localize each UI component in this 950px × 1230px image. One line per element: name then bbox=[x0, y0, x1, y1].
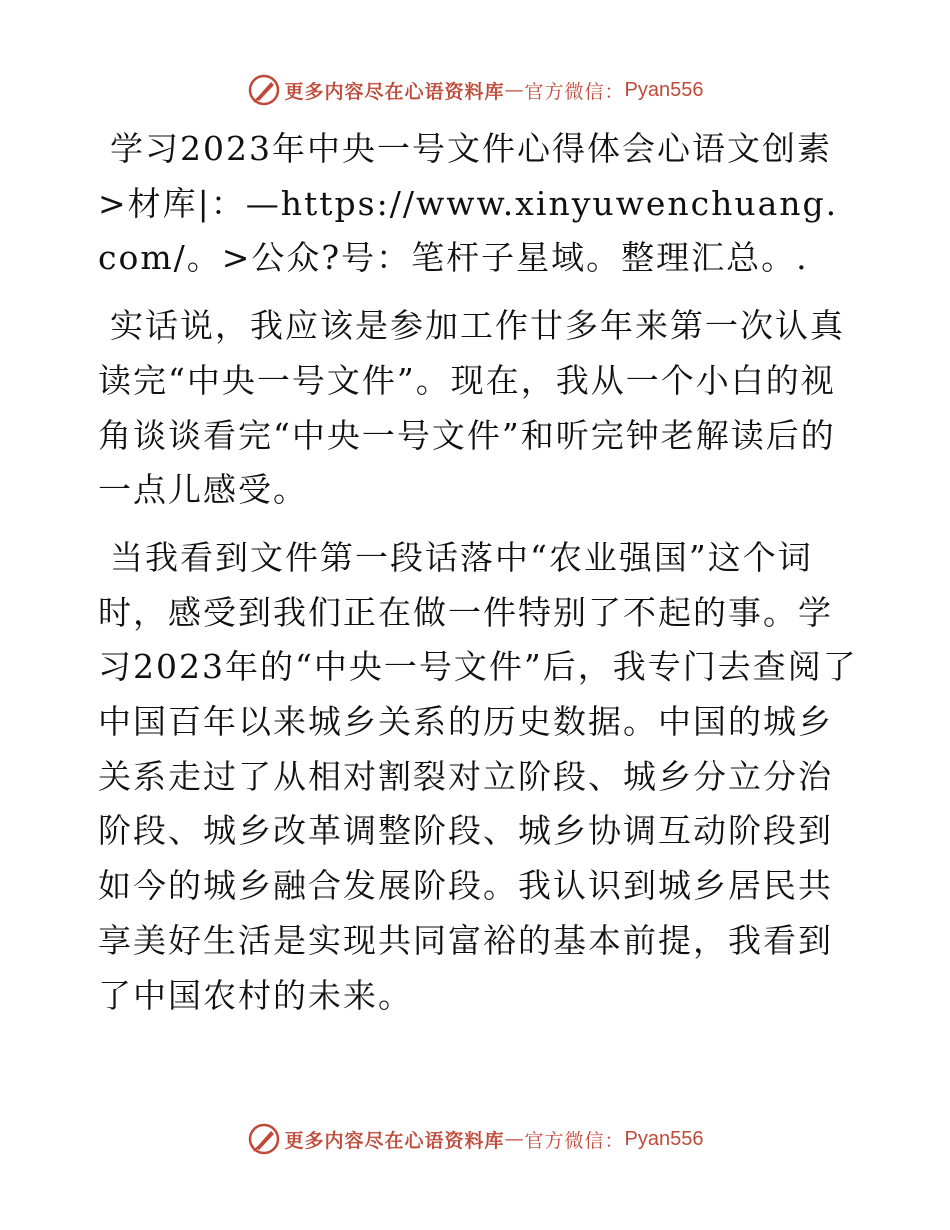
banner-wechat-id: Pyan556 bbox=[624, 1127, 704, 1150]
banner-slogan: 更多内容尽在心语资料库 bbox=[284, 80, 505, 103]
banner-wechat-label: 官方微信： bbox=[524, 80, 625, 103]
quill-logo-icon bbox=[247, 73, 281, 107]
paragraph-reflection: 当我看到文件第一段话落中“农业强国”这个词时，感受到我们正在做一件特别了不起的事。学习2023年的“中央一号文件”后，我专门去查阅了中国百年以来城乡关系的历史数据。中国的城乡关系走过了从相对割裂对立阶段、城乡分立分治阶段、城乡改革调整阶段、城乡协调互动阶段到如今的城乡融合发展阶段。我认识到城乡居民共享美好生活是实现共同富裕的基本前提，我看到了中国农村的未来。 bbox=[98, 537, 858, 1015]
banner-wechat-label: 官方微信： bbox=[524, 1129, 625, 1152]
banner-separator: — bbox=[504, 1128, 525, 1150]
paragraph-reading: 实话说，我应该是参加工作廿多年来第一次认真读完“中央一号文件”。现在，我从一个小白的视角谈谈看完“中央一号文件”和听完钟老解读后的一点儿感受。 bbox=[98, 306, 845, 510]
paragraph-intro: 学习2023年中央一号文件心得体会心语文创素>材库|：—https://www.xinyuwenchuang.com/。>公众?号：笔杆子星域。整理汇总。. bbox=[98, 129, 839, 278]
footer-banner bbox=[0, 1119, 950, 1159]
banner-slogan: 更多内容尽在心语资料库 bbox=[284, 1129, 505, 1152]
header-banner bbox=[0, 70, 950, 110]
quill-logo-icon bbox=[247, 1122, 281, 1156]
document-body bbox=[98, 122, 858, 1036]
banner-wechat-id: Pyan556 bbox=[624, 78, 704, 101]
banner-separator: — bbox=[504, 79, 525, 101]
